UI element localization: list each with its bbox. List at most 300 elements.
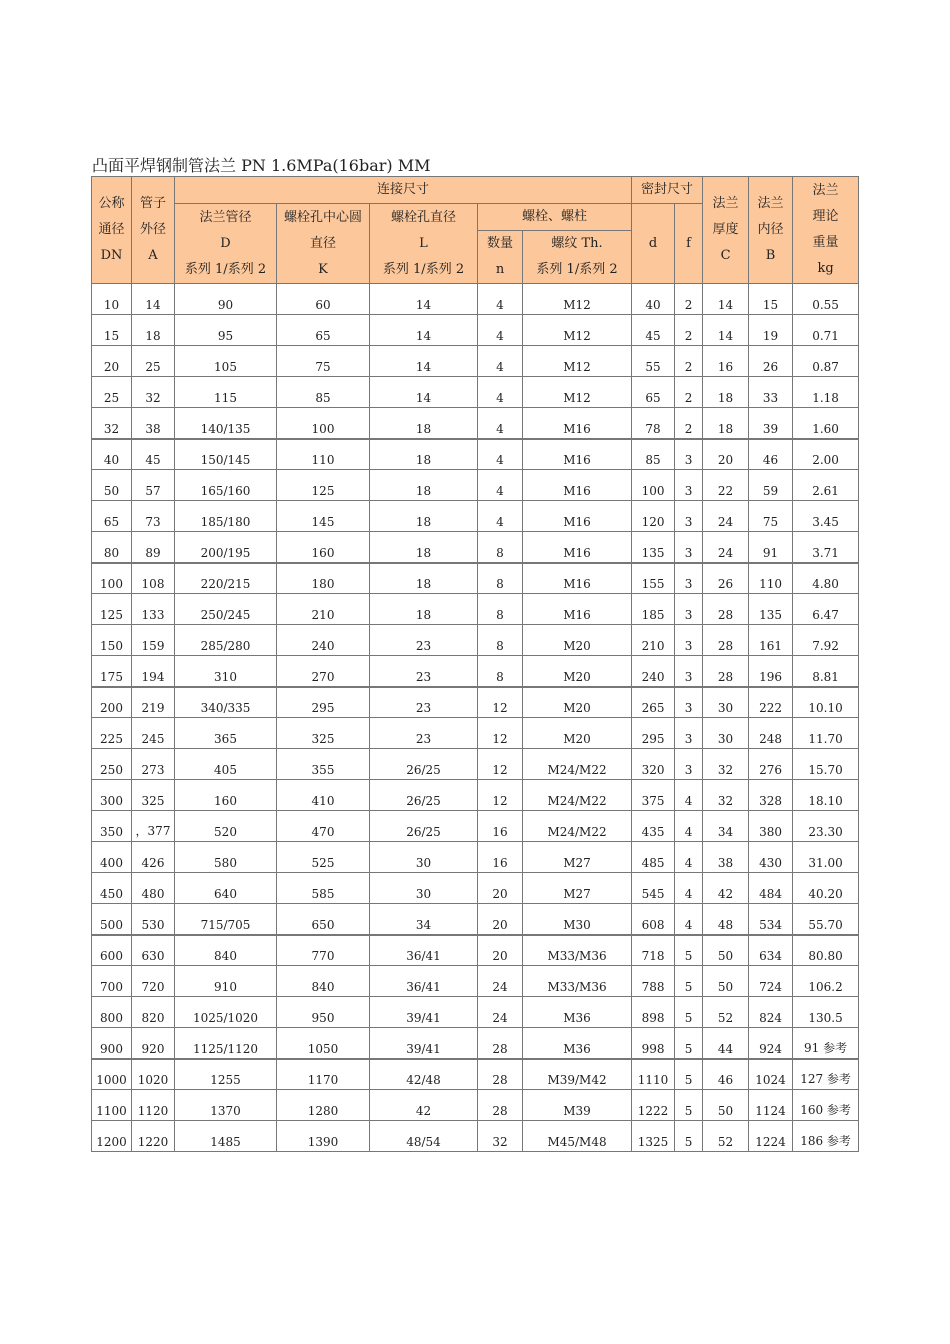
cell-pipe-od: 245 (132, 718, 175, 749)
table-row (92, 656, 859, 687)
cell-bolt-hole: 18 (370, 439, 478, 470)
cell-seal-f: 2 (675, 315, 703, 346)
cell-flange-diameter: 1025/1020 (175, 997, 277, 1028)
cell-weight: 7.92 (793, 625, 859, 656)
cell-pipe-od: 89 (132, 532, 175, 563)
cell-inner-diameter: 15 (749, 284, 793, 315)
cell-inner-diameter: 110 (749, 563, 793, 594)
cell-thickness: 16 (703, 346, 749, 377)
cell-bolt-hole: 39/41 (370, 997, 478, 1028)
cell-thickness: 32 (703, 749, 749, 780)
cell-thread: M30 (523, 904, 632, 935)
cell-inner-diameter: 1224 (749, 1121, 793, 1152)
cell-thickness: 48 (703, 904, 749, 935)
cell-flange-diameter: 640 (175, 873, 277, 904)
cell-thread: M12 (523, 346, 632, 377)
cell-bolt-hole: 26/25 (370, 780, 478, 811)
cell-bolt-circle: 180 (277, 563, 370, 594)
header-pipe-od: 管子 外径 A (132, 177, 175, 284)
cell-seal-f: 3 (675, 470, 703, 501)
cell-thickness: 24 (703, 532, 749, 563)
cell-dn: 25 (92, 377, 132, 408)
cell-seal-d: 78 (632, 408, 675, 439)
cell-pipe-od: 273 (132, 749, 175, 780)
cell-dn: 225 (92, 718, 132, 749)
cell-flange-diameter: 310 (175, 656, 277, 687)
cell-bolt-circle: 1050 (277, 1028, 370, 1059)
cell-bolt-circle: 770 (277, 935, 370, 966)
cell-inner-diameter: 1024 (749, 1059, 793, 1090)
cell-seal-d: 718 (632, 935, 675, 966)
cell-inner-diameter: 276 (749, 749, 793, 780)
cell-bolt-circle: 355 (277, 749, 370, 780)
cell-thickness: 30 (703, 718, 749, 749)
cell-bolt-count: 4 (478, 315, 523, 346)
cell-bolt-count: 8 (478, 532, 523, 563)
header-connection-dimensions: 连接尺寸 (175, 177, 632, 204)
cell-thread: M20 (523, 718, 632, 749)
table-row (92, 811, 859, 842)
cell-seal-d: 1222 (632, 1090, 675, 1121)
cell-bolt-count: 8 (478, 625, 523, 656)
cell-thickness: 50 (703, 966, 749, 997)
table-row (92, 1028, 859, 1059)
cell-seal-d: 40 (632, 284, 675, 315)
cell-bolt-count: 8 (478, 656, 523, 687)
cell-seal-f: 3 (675, 594, 703, 625)
cell-bolt-circle: 85 (277, 377, 370, 408)
cell-thickness: 20 (703, 439, 749, 470)
cell-thickness: 50 (703, 935, 749, 966)
cell-weight: 2.61 (793, 470, 859, 501)
cell-pipe-od: 25 (132, 346, 175, 377)
cell-seal-d: 320 (632, 749, 675, 780)
cell-thread: M20 (523, 625, 632, 656)
cell-inner-diameter: 135 (749, 594, 793, 625)
cell-seal-d: 545 (632, 873, 675, 904)
cell-bolt-hole: 30 (370, 842, 478, 873)
cell-pipe-od: 630 (132, 935, 175, 966)
cell-flange-diameter: 200/195 (175, 532, 277, 563)
cell-thread: M24/M22 (523, 749, 632, 780)
cell-dn: 125 (92, 594, 132, 625)
cell-bolt-hole: 42 (370, 1090, 478, 1121)
cell-weight: 4.80 (793, 563, 859, 594)
cell-thread: M16 (523, 501, 632, 532)
table-row (92, 1121, 859, 1152)
cell-flange-diameter: 160 (175, 780, 277, 811)
cell-seal-f: 2 (675, 377, 703, 408)
cell-inner-diameter: 1124 (749, 1090, 793, 1121)
cell-bolt-circle: 1170 (277, 1059, 370, 1090)
cell-thickness: 44 (703, 1028, 749, 1059)
cell-thread: M24/M22 (523, 811, 632, 842)
cell-thickness: 42 (703, 873, 749, 904)
cell-thickness: 26 (703, 563, 749, 594)
cell-bolt-circle: 270 (277, 656, 370, 687)
cell-flange-diameter: 910 (175, 966, 277, 997)
cell-pipe-od: 480 (132, 873, 175, 904)
cell-seal-d: 240 (632, 656, 675, 687)
cell-weight: 0.71 (793, 315, 859, 346)
cell-seal-d: 898 (632, 997, 675, 1028)
cell-dn: 1000 (92, 1059, 132, 1090)
cell-flange-diameter: 580 (175, 842, 277, 873)
cell-seal-f: 5 (675, 1028, 703, 1059)
cell-bolt-count: 24 (478, 997, 523, 1028)
cell-inner-diameter: 26 (749, 346, 793, 377)
cell-pipe-od: 18 (132, 315, 175, 346)
cell-flange-diameter: 1125/1120 (175, 1028, 277, 1059)
cell-weight: 0.55 (793, 284, 859, 315)
cell-bolt-count: 28 (478, 1090, 523, 1121)
cell-dn: 450 (92, 873, 132, 904)
cell-weight: 1.60 (793, 408, 859, 439)
cell-inner-diameter: 534 (749, 904, 793, 935)
cell-bolt-circle: 295 (277, 687, 370, 718)
flange-dimension-table (91, 176, 859, 1152)
table-row (92, 315, 859, 346)
cell-flange-diameter: 165/160 (175, 470, 277, 501)
cell-weight: 3.71 (793, 532, 859, 563)
cell-weight: 6.47 (793, 594, 859, 625)
cell-pipe-od: 14 (132, 284, 175, 315)
cell-pipe-od: 426 (132, 842, 175, 873)
table-row (92, 966, 859, 997)
table-row (92, 625, 859, 656)
cell-seal-d: 100 (632, 470, 675, 501)
cell-thread: M39/M42 (523, 1059, 632, 1090)
cell-seal-f: 5 (675, 997, 703, 1028)
cell-bolt-hole: 34 (370, 904, 478, 935)
cell-seal-f: 3 (675, 532, 703, 563)
cell-flange-diameter: 220/215 (175, 563, 277, 594)
cell-bolt-count: 4 (478, 470, 523, 501)
cell-thickness: 52 (703, 1121, 749, 1152)
cell-bolt-circle: 585 (277, 873, 370, 904)
cell-weight: 18.10 (793, 780, 859, 811)
cell-seal-f: 2 (675, 346, 703, 377)
cell-dn: 400 (92, 842, 132, 873)
cell-thread: M16 (523, 470, 632, 501)
table-row (92, 439, 859, 470)
cell-seal-f: 3 (675, 749, 703, 780)
cell-seal-f: 4 (675, 780, 703, 811)
cell-seal-d: 45 (632, 315, 675, 346)
cell-flange-diameter: 340/335 (175, 687, 277, 718)
cell-bolt-count: 20 (478, 873, 523, 904)
cell-pipe-od: 108 (132, 563, 175, 594)
cell-bolt-hole: 39/41 (370, 1028, 478, 1059)
cell-bolt-circle: 100 (277, 408, 370, 439)
cell-bolt-hole: 14 (370, 346, 478, 377)
cell-inner-diameter: 59 (749, 470, 793, 501)
cell-pipe-od: 194 (132, 656, 175, 687)
cell-bolt-hole: 18 (370, 532, 478, 563)
cell-dn: 300 (92, 780, 132, 811)
table-row (92, 780, 859, 811)
cell-bolt-hole: 36/41 (370, 966, 478, 997)
cell-bolt-count: 12 (478, 718, 523, 749)
cell-bolt-circle: 1390 (277, 1121, 370, 1152)
cell-seal-f: 4 (675, 904, 703, 935)
cell-flange-diameter: 1485 (175, 1121, 277, 1152)
cell-bolt-count: 28 (478, 1028, 523, 1059)
cell-pipe-od: 133 (132, 594, 175, 625)
cell-pipe-od: 720 (132, 966, 175, 997)
cell-flange-diameter: 715/705 (175, 904, 277, 935)
cell-seal-f: 3 (675, 656, 703, 687)
table-row (92, 873, 859, 904)
cell-pipe-od: 219 (132, 687, 175, 718)
cell-seal-f: 5 (675, 1059, 703, 1090)
cell-pipe-od: 45 (132, 439, 175, 470)
cell-bolt-count: 12 (478, 749, 523, 780)
cell-pipe-od: 159 (132, 625, 175, 656)
cell-inner-diameter: 196 (749, 656, 793, 687)
cell-bolt-count: 32 (478, 1121, 523, 1152)
cell-thread: M27 (523, 842, 632, 873)
table-row (92, 718, 859, 749)
cell-thread: M24/M22 (523, 780, 632, 811)
cell-bolt-hole: 30 (370, 873, 478, 904)
cell-seal-f: 3 (675, 563, 703, 594)
cell-inner-diameter: 75 (749, 501, 793, 532)
cell-flange-diameter: 285/280 (175, 625, 277, 656)
cell-weight: 11.70 (793, 718, 859, 749)
cell-weight: 130.5 (793, 997, 859, 1028)
cell-seal-f: 5 (675, 1090, 703, 1121)
header-seal-dimensions: 密封尺寸 (632, 177, 703, 204)
cell-weight: 55.70 (793, 904, 859, 935)
table-row (92, 501, 859, 532)
cell-pipe-od: 32 (132, 377, 175, 408)
cell-weight: 160 参考 (793, 1090, 859, 1121)
cell-inner-diameter: 380 (749, 811, 793, 842)
cell-dn: 20 (92, 346, 132, 377)
cell-inner-diameter: 924 (749, 1028, 793, 1059)
cell-inner-diameter: 161 (749, 625, 793, 656)
header-bolt-hole-diameter: 螺栓孔直径 L 系列 1/系列 2 (370, 204, 478, 284)
cell-weight: 10.10 (793, 687, 859, 718)
table-row (92, 594, 859, 625)
table-row (92, 997, 859, 1028)
cell-flange-diameter: 150/145 (175, 439, 277, 470)
cell-bolt-hole: 23 (370, 656, 478, 687)
cell-thread: M16 (523, 563, 632, 594)
cell-bolt-circle: 160 (277, 532, 370, 563)
header-seal-f: f (675, 204, 703, 284)
cell-thread: M27 (523, 873, 632, 904)
cell-bolt-circle: 240 (277, 625, 370, 656)
cell-thread: M20 (523, 687, 632, 718)
cell-seal-f: 2 (675, 408, 703, 439)
cell-seal-f: 4 (675, 842, 703, 873)
cell-seal-d: 375 (632, 780, 675, 811)
cell-thread: M12 (523, 377, 632, 408)
cell-bolt-count: 16 (478, 811, 523, 842)
cell-bolt-count: 4 (478, 377, 523, 408)
cell-seal-d: 120 (632, 501, 675, 532)
cell-pipe-od: 820 (132, 997, 175, 1028)
cell-flange-diameter: 520 (175, 811, 277, 842)
cell-seal-d: 85 (632, 439, 675, 470)
cell-thickness: 18 (703, 408, 749, 439)
cell-bolt-hole: 14 (370, 284, 478, 315)
cell-dn: 15 (92, 315, 132, 346)
cell-weight: 80.80 (793, 935, 859, 966)
cell-bolt-circle: 525 (277, 842, 370, 873)
table-row (92, 408, 859, 439)
cell-thread: M39 (523, 1090, 632, 1121)
header-flange-diameter: 法兰管径 D 系列 1/系列 2 (175, 204, 277, 284)
cell-pipe-od: 325 (132, 780, 175, 811)
header-flange-inner-diameter: 法兰 内径 B (749, 177, 793, 284)
cell-inner-diameter: 222 (749, 687, 793, 718)
table-row (92, 377, 859, 408)
table-row (92, 749, 859, 780)
cell-flange-diameter: 405 (175, 749, 277, 780)
cell-pipe-od: 1220 (132, 1121, 175, 1152)
cell-weight: 15.70 (793, 749, 859, 780)
cell-seal-d: 788 (632, 966, 675, 997)
cell-bolt-count: 24 (478, 966, 523, 997)
cell-thread: M12 (523, 315, 632, 346)
table-row (92, 563, 859, 594)
cell-bolt-count: 4 (478, 346, 523, 377)
cell-pipe-od: 38 (132, 408, 175, 439)
cell-inner-diameter: 33 (749, 377, 793, 408)
cell-bolt-hole: 23 (370, 718, 478, 749)
cell-seal-f: 5 (675, 935, 703, 966)
cell-weight: 0.87 (793, 346, 859, 377)
header-thread: 螺纹 Th. 系列 1/系列 2 (523, 231, 632, 284)
cell-bolt-count: 12 (478, 687, 523, 718)
cell-thread: M33/M36 (523, 966, 632, 997)
cell-thickness: 52 (703, 997, 749, 1028)
cell-bolt-count: 12 (478, 780, 523, 811)
cell-thickness: 14 (703, 284, 749, 315)
table-row (92, 687, 859, 718)
header-seal-d: d (632, 204, 675, 284)
cell-bolt-count: 4 (478, 501, 523, 532)
cell-bolt-hole: 18 (370, 408, 478, 439)
cell-inner-diameter: 724 (749, 966, 793, 997)
cell-bolt-hole: 23 (370, 687, 478, 718)
cell-weight: 2.00 (793, 439, 859, 470)
cell-bolt-circle: 410 (277, 780, 370, 811)
cell-dn: 500 (92, 904, 132, 935)
cell-thickness: 50 (703, 1090, 749, 1121)
cell-seal-f: 4 (675, 873, 703, 904)
table-row (92, 346, 859, 377)
cell-thread: M16 (523, 532, 632, 563)
cell-bolt-circle: 65 (277, 315, 370, 346)
cell-dn: 100 (92, 563, 132, 594)
cell-bolt-hole: 23 (370, 625, 478, 656)
cell-bolt-hole: 14 (370, 377, 478, 408)
cell-seal-f: 5 (675, 1121, 703, 1152)
cell-bolt-circle: 1280 (277, 1090, 370, 1121)
cell-inner-diameter: 484 (749, 873, 793, 904)
cell-seal-d: 608 (632, 904, 675, 935)
cell-flange-diameter: 95 (175, 315, 277, 346)
cell-seal-d: 155 (632, 563, 675, 594)
cell-seal-d: 295 (632, 718, 675, 749)
cell-thread: M36 (523, 997, 632, 1028)
cell-dn: 150 (92, 625, 132, 656)
cell-inner-diameter: 39 (749, 408, 793, 439)
cell-thickness: 34 (703, 811, 749, 842)
cell-flange-diameter: 1255 (175, 1059, 277, 1090)
cell-bolt-count: 8 (478, 563, 523, 594)
cell-thickness: 46 (703, 1059, 749, 1090)
cell-flange-diameter: 185/180 (175, 501, 277, 532)
table-row (92, 842, 859, 873)
cell-bolt-circle: 60 (277, 284, 370, 315)
cell-seal-f: 3 (675, 718, 703, 749)
cell-dn: 40 (92, 439, 132, 470)
cell-dn: 350 (92, 811, 132, 842)
cell-flange-diameter: 365 (175, 718, 277, 749)
cell-seal-d: 55 (632, 346, 675, 377)
cell-seal-d: 135 (632, 532, 675, 563)
cell-weight: 31.00 (793, 842, 859, 873)
cell-dn: 32 (92, 408, 132, 439)
cell-weight: 40.20 (793, 873, 859, 904)
cell-seal-d: 185 (632, 594, 675, 625)
cell-weight: 106.2 (793, 966, 859, 997)
cell-thickness: 30 (703, 687, 749, 718)
cell-weight: 186 参考 (793, 1121, 859, 1152)
cell-seal-f: 3 (675, 625, 703, 656)
cell-thread: M20 (523, 656, 632, 687)
cell-inner-diameter: 824 (749, 997, 793, 1028)
cell-thickness: 24 (703, 501, 749, 532)
cell-dn: 600 (92, 935, 132, 966)
cell-bolt-count: 4 (478, 284, 523, 315)
cell-seal-d: 435 (632, 811, 675, 842)
cell-bolt-hole: 18 (370, 501, 478, 532)
cell-weight: 8.81 (793, 656, 859, 687)
cell-thread: M45/M48 (523, 1121, 632, 1152)
header-flange-weight: 法兰 理论 重量 kg (793, 177, 859, 284)
cell-inner-diameter: 248 (749, 718, 793, 749)
cell-dn: 1200 (92, 1121, 132, 1152)
cell-thread: M12 (523, 284, 632, 315)
header-bolts: 螺栓、螺柱 (478, 204, 632, 231)
cell-dn: 200 (92, 687, 132, 718)
cell-weight: 3.45 (793, 501, 859, 532)
table-row (92, 532, 859, 563)
cell-inner-diameter: 430 (749, 842, 793, 873)
cell-seal-d: 998 (632, 1028, 675, 1059)
cell-seal-f: 3 (675, 687, 703, 718)
table-row (92, 1059, 859, 1090)
table-row (92, 284, 859, 315)
cell-thickness: 14 (703, 315, 749, 346)
cell-seal-d: 210 (632, 625, 675, 656)
cell-flange-diameter: 1370 (175, 1090, 277, 1121)
cell-dn: 700 (92, 966, 132, 997)
header-flange-thickness: 法兰 厚度 C (703, 177, 749, 284)
cell-dn: 10 (92, 284, 132, 315)
cell-thickness: 38 (703, 842, 749, 873)
cell-dn: 50 (92, 470, 132, 501)
cell-seal-d: 485 (632, 842, 675, 873)
cell-bolt-circle: 125 (277, 470, 370, 501)
header-bolt-circle-diameter: 螺栓孔中心圆 直径 K (277, 204, 370, 284)
